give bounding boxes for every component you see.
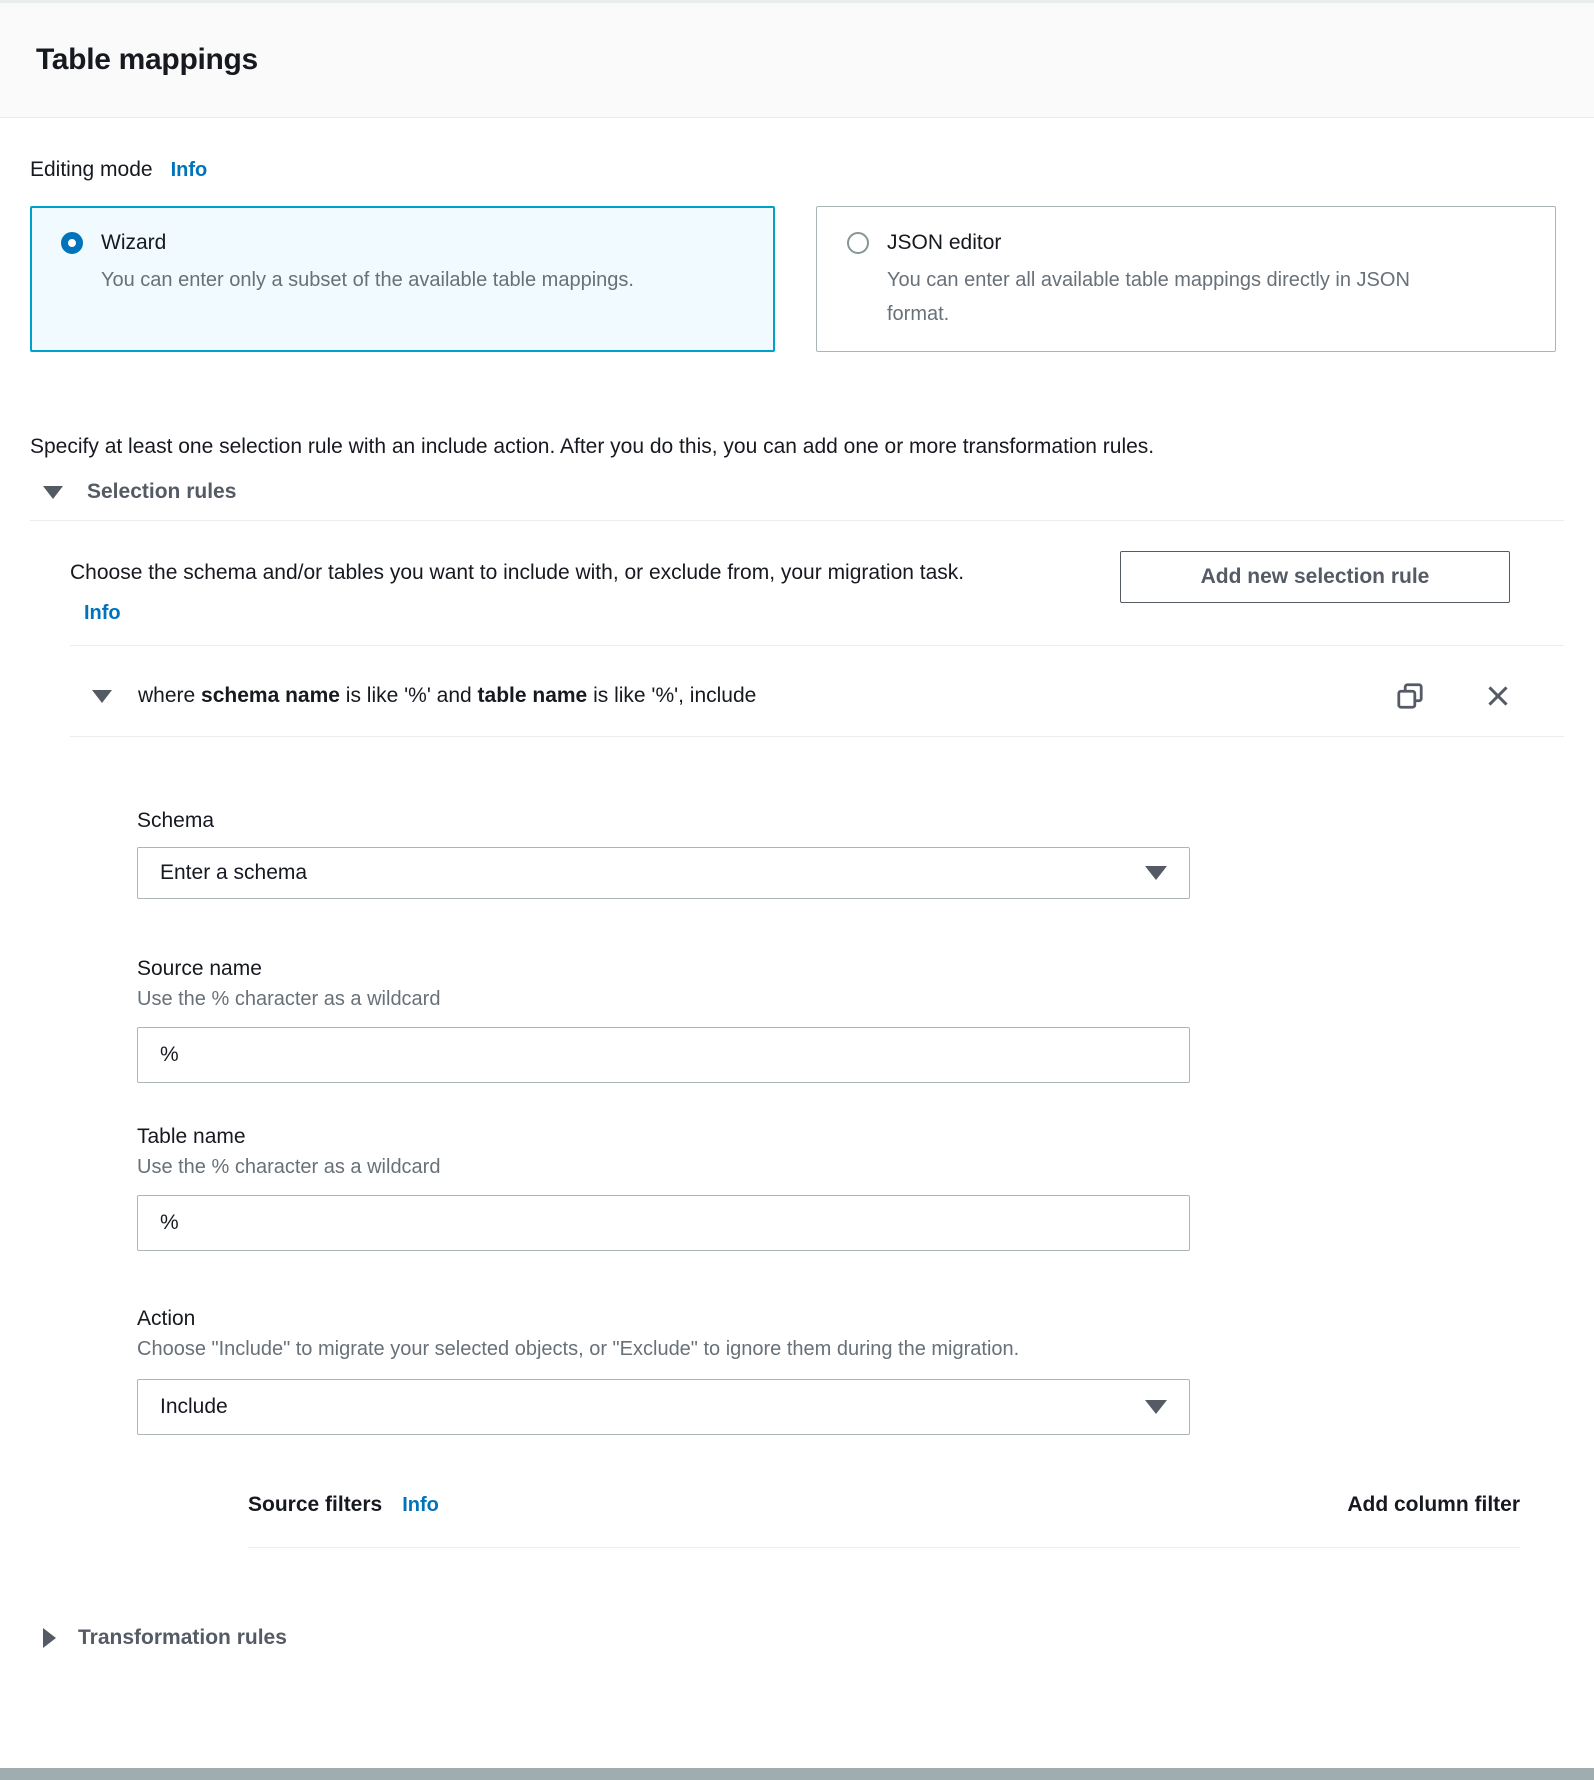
wizard-option-label: Wizard [101,231,167,254]
selection-rule-header-row [70,646,1564,736]
page-title: Table mappings [36,43,258,76]
editing-mode-label: Editing mode [30,158,153,181]
duplicate-rule-button[interactable] [1394,680,1426,712]
table-name-hint: Use the % character as a wildcard [137,1156,441,1178]
action-label: Action [137,1307,196,1330]
divider [70,736,1564,737]
caret-down-icon [1145,1400,1167,1414]
remove-rule-button[interactable] [1482,680,1514,712]
rule-summary-table-term: table name [477,684,588,707]
rule-form [137,809,1564,1548]
divider [248,1547,1520,1548]
caret-down-icon [1145,866,1167,880]
selection-rules-section [30,480,1564,1548]
selection-rules-expander[interactable] [30,480,1564,504]
add-column-filter-button[interactable]: Add column filter [1347,1493,1520,1516]
divider [30,520,1564,521]
schema-label: Schema [137,809,215,832]
source-filters-row [248,1493,1520,1517]
panel-header [0,3,1594,118]
source-name-hint: Use the % character as a wildcard [137,988,441,1010]
wizard-option-description: You can enter only a subset of the available table mappings. [101,269,634,291]
panel-body [0,158,1594,1650]
rule-summary-where: where [138,684,202,707]
schema-select-value: Enter a schema [160,861,308,884]
rule-summary-schema-term: schema name [201,684,340,707]
source-name-input[interactable] [137,1027,1190,1083]
editing-mode-row [30,158,1564,182]
intro-text: Specify at least one selection rule with an include action. After you do this, you can add one or more transformation rules. [30,435,1155,458]
editing-mode-option-json-editor[interactable] [816,206,1556,352]
source-filters-block [248,1493,1520,1548]
close-icon [1482,680,1514,712]
radio-selected-icon[interactable] [61,232,83,254]
tile-head [61,231,750,255]
rule-expander-caret-down-icon[interactable] [92,690,112,703]
action-select[interactable] [137,1379,1190,1435]
tile-head [847,231,1531,255]
editing-mode-tiles [30,206,1564,352]
source-name-label: Source name [137,957,262,980]
rule-actions [1394,680,1514,712]
json-editor-option-description: You can enter all available table mappings directly in JSON format. [887,269,1410,325]
selection-rules-description-text: Choose the schema and/or tables you want to include with, or exclude from, your migration task. [70,561,965,584]
selection-rules-content [70,541,1564,1548]
json-editor-option-label: JSON editor [887,231,1002,254]
rule-summary-like1: is like '%' and [339,684,478,707]
source-filters-info-link[interactable]: Info [402,1493,439,1516]
transformation-rules-expander[interactable] [30,1626,1564,1650]
caret-right-icon [43,1628,56,1648]
selection-rules-description [70,553,970,633]
table-name-label: Table name [137,1125,246,1148]
transformation-rules-title: Transformation rules [78,1626,287,1649]
action-hint: Choose "Include" to migrate your selected objects, or "Exclude" to ignore them during the migration. [137,1338,1020,1360]
editing-mode-info-link[interactable]: Info [170,159,208,181]
rule-summary-like2: is like '%', include [587,684,757,707]
caret-down-icon [43,486,63,499]
selection-rules-intro-row [70,541,1564,633]
copy-icon [1394,680,1426,712]
action-select-value: Include [160,1395,228,1418]
source-filters-label: Source filters [248,1493,383,1516]
editing-mode-option-wizard[interactable] [30,206,775,352]
selection-rules-title: Selection rules [87,480,237,503]
schema-select[interactable] [137,847,1190,899]
bottom-bar [0,1768,1594,1780]
rule-summary [138,684,756,708]
radio-unselected-icon[interactable] [847,232,869,254]
table-name-input[interactable] [137,1195,1190,1251]
add-new-selection-rule-button[interactable]: Add new selection rule [1120,551,1510,603]
selection-rules-info-link[interactable]: Info [84,602,121,624]
